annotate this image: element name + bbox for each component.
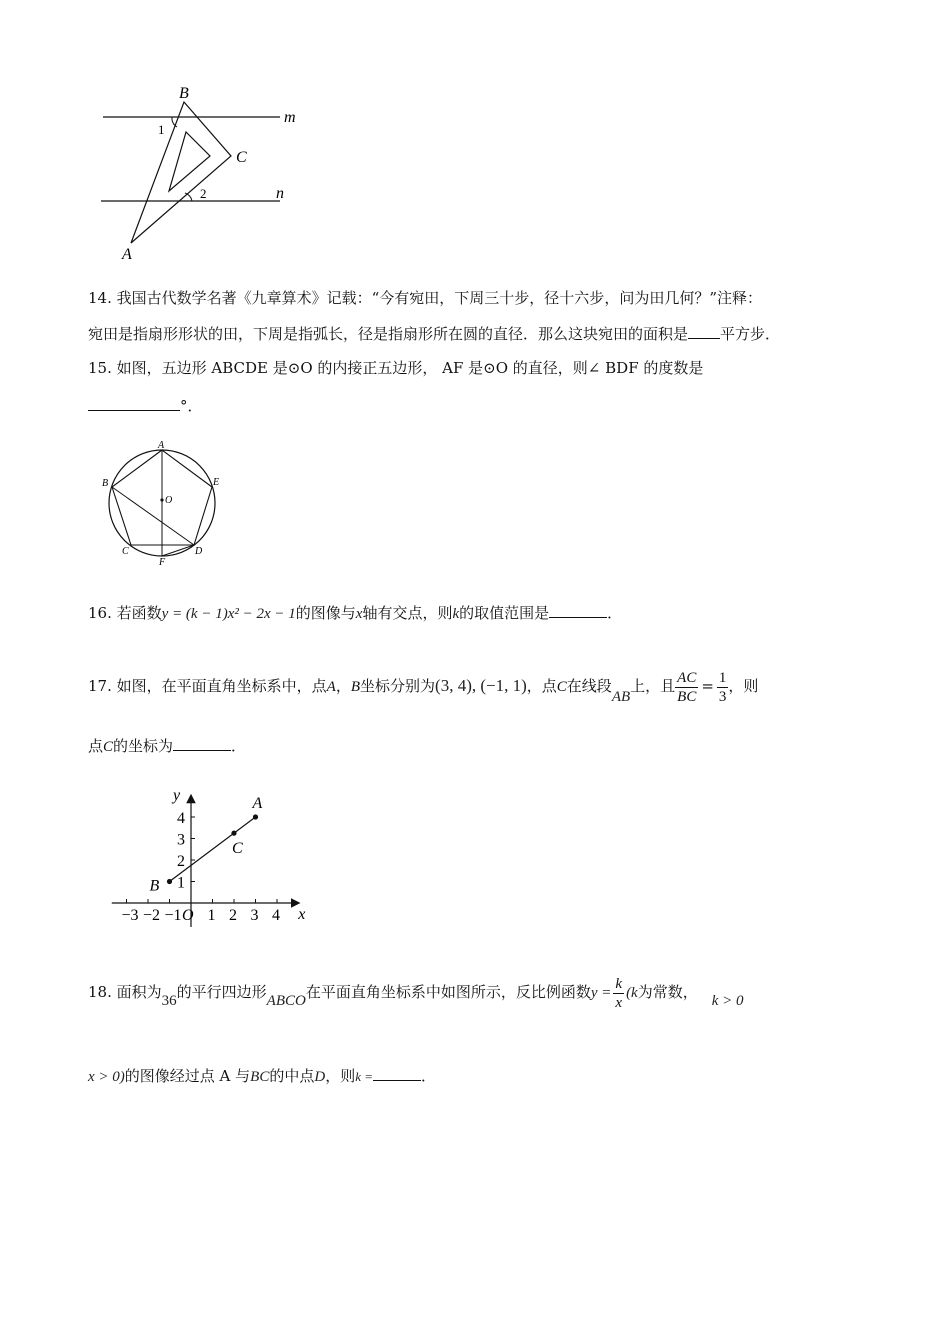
question-18-shape: ABCO [266,993,306,1009]
triangle-inner [169,132,210,191]
question-18-pre: 面积为 [116,983,162,1001]
question-17-mid5: ，则 [728,677,759,695]
angle-2-arc [185,193,192,201]
y-tick-label: 1 [177,874,185,892]
question-18-area: 36 [161,993,177,1009]
question-18-cond1: k > 0 [711,993,744,1009]
label-E: E [213,477,220,488]
fraction-AC: AC [677,669,697,686]
question-15-line-2 [88,396,203,416]
question-16-mid1: 的图像与 [295,604,356,622]
fraction-k: k [615,975,623,992]
question-14-text-2: 宛田是指扇形形状的田，下周是指弧长，径是指扇形所在圆的直径．那么这块宛田的面积是 [88,325,689,343]
question-18-func-y: y = [590,985,612,1001]
question-18-D: D [314,1069,326,1085]
question-18-mid3: 为常数， [637,983,698,1001]
question-16 [88,603,622,624]
point-O [160,498,163,501]
question-16-x: x [355,606,363,622]
label-F: F [159,557,166,568]
question-17-end: ． [231,737,247,755]
question-17-number: 17. [88,677,112,695]
y-axis-label: y [173,787,181,805]
question-14-text-3: 平方步． [720,325,781,343]
triangle-outer [131,102,231,243]
question-18-line-1 [88,972,744,1013]
question-18-mid1: 的平行四边形 [176,983,267,1001]
question-18-line2c: ，则 [325,1067,356,1085]
question-18-BC: BC [250,1069,270,1085]
point-label-C: C [232,840,243,858]
question-14-line-2 [88,324,780,344]
question-18-line-2 [88,1066,436,1087]
question-18-mid2: 在平面直角坐标系中如图所示，反比例函数 [305,983,591,1001]
question-17-line-1 [88,668,758,706]
label-C: C [236,149,247,166]
label-m: m [284,109,296,126]
question-16-end: ． [607,604,623,622]
answer-blank-17[interactable] [173,736,231,751]
question-17-C: C [556,679,567,695]
label-1: 1 [158,122,165,137]
question-17-line2-pre: 点 [88,737,104,755]
question-18-line2: 的图像经过点 A 与 [124,1067,251,1085]
fraction-BC: BC [677,688,697,705]
fraction-three: 3 [718,688,727,705]
fraction-x: x [615,994,623,1011]
label-D: D [195,546,203,557]
question-18-paren: (k [626,985,638,1001]
label-B: B [102,478,109,489]
question-18-cond2: x > 0) [88,1069,125,1085]
question-15-line-1 [88,358,703,378]
question-17-line2-post: 的坐标为 [113,737,174,755]
segment-BD [112,487,194,545]
label-n: n [276,185,284,202]
x-tick-label: −1 [164,907,182,924]
answer-blank-14[interactable] [688,324,720,339]
fraction-AC-BC [675,669,698,706]
answer-blank-15[interactable] [88,396,180,411]
fraction-one-third [717,669,729,706]
question-15-tail: °． [180,397,203,415]
label-O: O [165,495,173,506]
question-17-sep: ， [335,677,351,695]
answer-blank-18[interactable] [373,1066,421,1081]
question-17-AB: AB [611,689,631,705]
question-17-mid2: ，点 [526,677,557,695]
point-label-B: B [149,877,160,895]
question-16-pre: 若函数 [116,604,162,622]
question-18-end: ． [421,1067,437,1085]
equals-sign: = [701,677,714,695]
point-label-A: A [252,795,263,812]
x-tick-label: 2 [229,907,237,924]
question-15-text: 如图，五边形 ABCDE 是⊙O 的内接正五边形， AF 是⊙O 的直径，则∠ BDF 的度数是 [116,359,704,377]
question-17-mid3: 在线段 [566,677,612,695]
figure-15-pentagon-in-circle [98,440,233,570]
question-17-mid4: 上，且 [630,677,676,695]
question-18-keq: k = [355,1069,373,1084]
label-2: 2 [200,186,207,201]
figure-17-coordinate-plane [105,785,320,930]
x-tick-label: 3 [250,907,259,924]
question-18-number: 18. [88,983,112,1001]
question-17-mid: 坐标分别为 [360,677,436,695]
question-15-number: 15. [88,359,112,377]
question-14-line-1 [88,288,762,308]
fraction-k-over-x [613,975,624,1012]
question-17-line-2 [88,736,246,757]
label-C: C [122,546,129,557]
question-17-coords: (3, 4), (−1, 1) [435,676,527,695]
segment-DF [162,545,194,556]
x-tick-label: −2 [143,907,161,924]
x-axis-label: x [298,906,306,923]
question-16-function: y = (k − 1)x² − 2x − 1 [161,606,296,622]
question-16-k: k [452,606,460,622]
origin-label: O [182,907,194,924]
label-A: A [158,440,165,451]
question-17-pre: 如图，在平面直角坐标系中，点 [116,677,327,695]
figure-13-triangle-parallel-lines [95,80,315,265]
point-B [167,879,172,884]
question-16-mid2: 轴有交点，则 [362,604,453,622]
y-tick-label: 3 [177,831,185,849]
x-tick-label: 1 [207,907,216,924]
label-A: A [122,246,132,263]
question-17-A: A [326,679,336,695]
fraction-one: 1 [718,669,727,686]
question-16-post: 的取值范围是 [459,604,550,622]
y-tick-label: 4 [177,810,185,827]
x-tick-label: −3 [121,907,139,924]
x-tick-label: 4 [272,907,280,924]
question-18-line2b: 的中点 [269,1067,315,1085]
point-A [253,814,258,819]
question-17-line2-C: C [103,739,114,755]
question-14-text-1: 我国古代数学名著《九章算术》记载：“今有宛田，下周三十步，径十六步，问为田几何？”注释： [116,289,762,307]
question-16-number: 16. [88,604,112,622]
point-C [231,831,236,836]
y-tick-label: 2 [177,853,185,870]
answer-blank-16[interactable] [549,603,607,618]
question-17-B: B [350,679,361,695]
question-14-number: 14. [88,289,112,307]
label-B: B [179,85,189,102]
